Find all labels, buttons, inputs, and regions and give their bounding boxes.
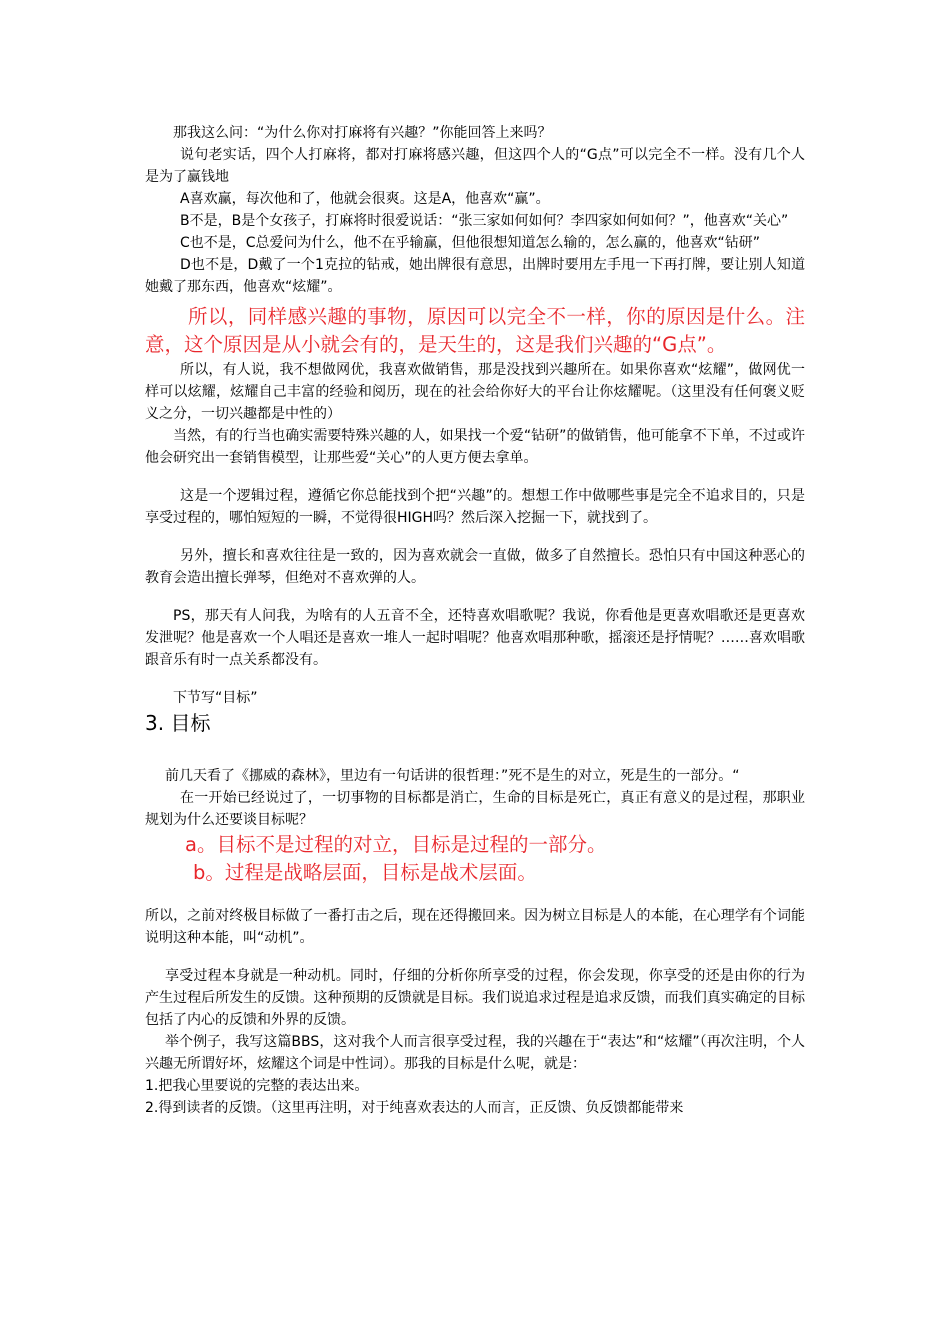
paragraph: 另外，擅长和喜欢往往是一致的，因为喜欢就会一直做，做多了自然擅长。恐怕只有中国这种恶心的教育会造出擅长弹琴，但绝对不喜欢弹的人。 (145, 548, 805, 586)
section-heading: 3. 目标 (145, 711, 211, 735)
list-item: 1.把我心里要说的完整的表达出来。 (145, 1078, 369, 1094)
spacer (145, 529, 805, 545)
highlight-item-a: a。目标不是过程的对立，目标是过程的一部分。 (185, 833, 607, 856)
spacer (145, 671, 805, 687)
paragraph: A喜欢赢，每次他和了，他就会很爽。这是A，他喜欢“赢”。 (180, 191, 550, 207)
list-item: 2.得到读者的反馈。（这里再注明，对于纯喜欢表达的人而言，正反馈、负反馈都能带来 (145, 1100, 684, 1116)
paragraph: 所以，有人说，我不想做网优，我喜欢做销售，那是没找到兴趣所在。如果你喜欢“炫耀”，做网优一样可以炫耀，炫耀自己丰富的经验和阅历，现在的社会给你好大的平台让你炫耀呢。（这里没有任何褒义贬义之分，一切兴趣都是中性的） (145, 362, 805, 422)
paragraph: 前几天看了《挪威的森林》，里边有一句话讲的很哲理：”死不是生的对立，死是生的一部分。“ (165, 768, 740, 784)
paragraph: 那我这么问：“为什么你对打麻将有兴趣？”你能回答上来吗？ (173, 125, 552, 141)
spacer (145, 469, 805, 485)
paragraph: B不是，B是个女孩子，打麻将时很爱说话：“张三家如何如何？李四家如何如何？”，他喜欢“关心” (180, 213, 789, 229)
paragraph: PS，那天有人问我，为啥有的人五音不全，还特喜欢唱歌呢？我说，你看他是更喜欢唱歌还是更喜欢发泄呢？他是喜欢一个人唱还是喜欢一堆人一起时唱呢？他喜欢唱那种歌，摇滚还是抒情呢？……喜欢唱歌跟音乐有时一点关系都没有。 (145, 608, 805, 668)
highlight-paragraph: 所以，同样感兴趣的事物，原因可以完全不一样，你的原因是什么。注意，这个原因是从小就会有的，是天生的，这是我们兴趣的“G点”。 (145, 305, 805, 356)
paragraph: 这是一个逻辑过程，遵循它你总能找到个把“兴趣”的。想想工作中做哪些事是完全不追求目的，只是享受过程的，哪怕短短的一瞬，不觉得很HIGH吗？然后深入挖掘一下，就找到了。 (145, 488, 805, 526)
paragraph: D也不是，D戴了一个1克拉的钻戒，她出牌很有意思，出牌时要用左手甩一下再打牌，要让别人知道她戴了那东西，他喜欢“炫耀”。 (145, 257, 805, 295)
highlight-item-b: b。过程是战略层面，目标是战术层面。 (193, 861, 537, 884)
paragraph: C也不是，C总爱问为什么，他不在乎输赢，但他很想知道怎么输的，怎么赢的，他喜欢“钻研” (180, 235, 761, 251)
paragraph: 享受过程本身就是一种动机。同时，仔细的分析你所享受的过程，你会发现，你享受的还是由你的行为产生过程后所发生的反馈。这种预期的反馈就是目标。我们说追求过程是追求反馈，而我们真实确定的目标包括了内心的反馈和外界的反馈。 (145, 968, 805, 1028)
paragraph: 下节写“目标” (173, 690, 258, 706)
spacer (145, 887, 805, 905)
paragraph: 所以，之前对终极目标做了一番打击之后，现在还得搬回来。因为树立目标是人的本能，在心理学有个词能说明这种本能，叫“动机”。 (145, 908, 805, 946)
paragraph: 说句老实话，四个人打麻将，都对打麻将感兴趣，但这四个人的“G点”可以完全不一样。没有几个人是为了赢钱地 (145, 147, 805, 185)
paragraph: 当然，有的行当也确实需要特殊兴趣的人，如果找一个爱“钻研”的做销售，他可能拿不下单，不过或许他会研究出一套销售模型，让那些爱“关心”的人更方便去拿单。 (145, 428, 805, 466)
paragraph: 举个例子，我写这篇BBS，这对我个人而言很享受过程，我的兴趣在于“表达”和“炫耀”（再次注明，个人兴趣无所谓好坏，炫耀这个词是中性词）。那我的目标是什么呢，就是： (145, 1034, 805, 1072)
spacer (145, 589, 805, 605)
paragraph: 在一开始已经说过了，一切事物的目标都是消亡，生命的目标是死亡，真正有意义的是过程，那职业规划为什么还要谈目标呢？ (145, 790, 805, 828)
spacer (145, 737, 805, 765)
spacer (145, 949, 805, 965)
document-page (145, 122, 805, 1119)
